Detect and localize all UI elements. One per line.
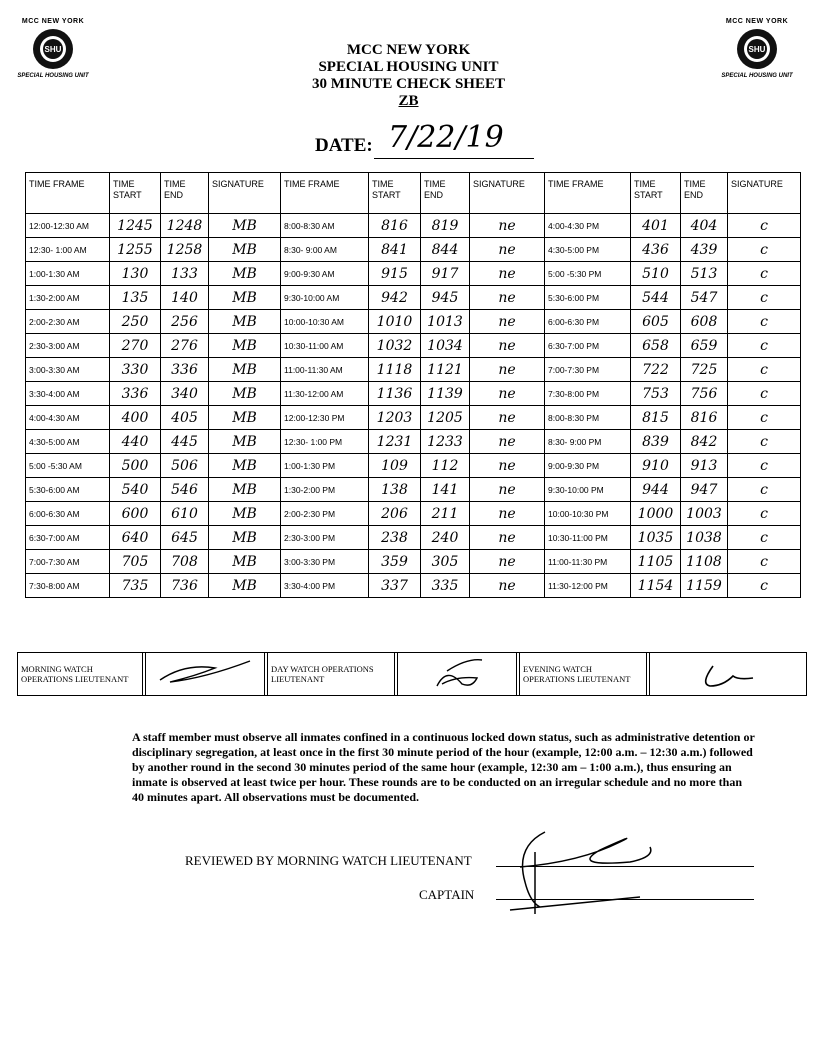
header-sheet-title: 30 MINUTE CHECK SHEET — [312, 76, 505, 92]
page-header — [0, 42, 817, 110]
time-end-cell[interactable]: 240 — [421, 526, 470, 550]
time-start-cell[interactable]: 400 — [110, 406, 161, 430]
time-start-cell[interactable]: 270 — [110, 334, 161, 358]
signature-cell[interactable]: c — [728, 526, 801, 550]
time-frame-cell: 7:00-7:30 AM — [26, 550, 110, 574]
time-frame-cell: 1:30-2:00 AM — [26, 286, 110, 310]
time-start-cell[interactable]: 138 — [369, 478, 421, 502]
signature-cell[interactable]: c — [728, 310, 801, 334]
time-end-cell[interactable]: 445 — [161, 430, 209, 454]
time-frame-cell: 1:30-2:00 PM — [281, 478, 369, 502]
table-row — [26, 550, 801, 574]
time-end-cell[interactable]: 708 — [161, 550, 209, 574]
time-frame-cell: 10:00-10:30 AM — [281, 310, 369, 334]
time-frame-cell: 1:00-1:30 AM — [26, 262, 110, 286]
time-end-cell[interactable]: 917 — [421, 262, 470, 286]
time-end-cell[interactable]: 1159 — [681, 574, 728, 598]
time-start-cell[interactable]: 942 — [369, 286, 421, 310]
time-start-cell[interactable]: 250 — [110, 310, 161, 334]
signature-cell[interactable]: c — [728, 382, 801, 406]
column-header: TIME START — [631, 173, 681, 214]
time-end-cell[interactable]: 439 — [681, 238, 728, 262]
time-end-cell[interactable]: 945 — [421, 286, 470, 310]
signature-cell[interactable]: ne — [470, 454, 545, 478]
time-end-cell[interactable]: 1003 — [681, 502, 728, 526]
time-start-cell[interactable]: 135 — [110, 286, 161, 310]
signature-cell[interactable]: ne — [470, 334, 545, 358]
header-facility: MCC NEW YORK — [346, 42, 471, 58]
logo-top-text: MCC NEW YORK — [21, 18, 85, 25]
time-start-cell[interactable]: 500 — [110, 454, 161, 478]
signature-cell[interactable]: MB — [209, 526, 281, 550]
time-start-cell[interactable]: 510 — [631, 262, 681, 286]
time-frame-cell: 8:00-8:30 AM — [281, 214, 369, 238]
signature-cell[interactable]: MB — [209, 430, 281, 454]
table-row — [26, 454, 801, 478]
watch-signature-table — [17, 652, 807, 696]
time-start-cell[interactable]: 753 — [631, 382, 681, 406]
time-frame-cell: 2:00-2:30 AM — [26, 310, 110, 334]
time-end-cell[interactable]: 1139 — [421, 382, 470, 406]
time-frame-cell: 6:30-7:00 AM — [26, 526, 110, 550]
signature-cell[interactable]: MB — [209, 550, 281, 574]
table-row — [26, 382, 801, 406]
column-header: TIME START — [110, 173, 161, 214]
time-end-cell[interactable]: 112 — [421, 454, 470, 478]
signature-cell[interactable]: c — [728, 262, 801, 286]
time-start-cell[interactable]: 839 — [631, 430, 681, 454]
lieutenant-signature-icon — [490, 822, 690, 917]
svg-text:SHU: SHU — [44, 45, 62, 54]
signature-cell[interactable]: ne — [470, 478, 545, 502]
time-end-cell[interactable]: 133 — [161, 262, 209, 286]
table-row — [26, 406, 801, 430]
column-header: TIME END — [681, 173, 728, 214]
time-frame-cell: 5:00 -5:30 PM — [545, 262, 631, 286]
signature-cell[interactable]: MB — [209, 478, 281, 502]
signature-cell[interactable]: ne — [470, 550, 545, 574]
time-start-cell[interactable]: 1231 — [369, 430, 421, 454]
time-start-cell[interactable]: 1032 — [369, 334, 421, 358]
time-end-cell[interactable]: 947 — [681, 478, 728, 502]
time-start-cell[interactable]: 1010 — [369, 310, 421, 334]
time-start-cell[interactable]: 330 — [110, 358, 161, 382]
time-frame-cell: 9:30-10:00 AM — [281, 286, 369, 310]
time-frame-cell: 8:00-8:30 PM — [545, 406, 631, 430]
time-frame-cell: 2:30-3:00 AM — [26, 334, 110, 358]
signature-cell[interactable]: MB — [209, 214, 281, 238]
time-frame-cell: 10:30-11:00 AM — [281, 334, 369, 358]
signature-cell[interactable]: MB — [209, 502, 281, 526]
time-frame-cell: 6:00-6:30 AM — [26, 502, 110, 526]
column-header: TIME FRAME — [545, 173, 631, 214]
morning-watch-label: MORNING WATCH OPERATIONS LIEUTENANT — [18, 653, 143, 696]
time-frame-cell: 5:30-6:00 AM — [26, 478, 110, 502]
time-end-cell[interactable]: 736 — [161, 574, 209, 598]
signature-cell[interactable]: ne — [470, 238, 545, 262]
time-start-cell[interactable]: 130 — [110, 262, 161, 286]
signature-cell[interactable]: c — [728, 238, 801, 262]
time-end-cell[interactable]: 816 — [681, 406, 728, 430]
time-start-cell[interactable]: 705 — [110, 550, 161, 574]
table-row — [26, 478, 801, 502]
time-frame-cell: 4:00-4:30 AM — [26, 406, 110, 430]
table-row — [26, 358, 801, 382]
time-frame-cell: 3:00-3:30 PM — [281, 550, 369, 574]
logo-bottom-text: SPECIAL HOUSING UNIT — [17, 73, 89, 79]
time-end-cell[interactable]: 404 — [681, 214, 728, 238]
table-row — [26, 262, 801, 286]
column-header: SIGNATURE — [209, 173, 281, 214]
time-start-cell[interactable]: 640 — [110, 526, 161, 550]
time-frame-cell: 11:00-11:30 PM — [545, 550, 631, 574]
time-frame-cell: 7:00-7:30 PM — [545, 358, 631, 382]
morning-watch-signature[interactable] — [146, 653, 265, 696]
signature-cell[interactable]: c — [728, 550, 801, 574]
column-header: SIGNATURE — [728, 173, 801, 214]
table-row — [26, 286, 801, 310]
time-end-cell[interactable]: 1013 — [421, 310, 470, 334]
signature-cell[interactable]: ne — [470, 526, 545, 550]
time-end-cell[interactable]: 756 — [681, 382, 728, 406]
signature-cell[interactable]: MB — [209, 334, 281, 358]
time-end-cell[interactable]: 513 — [681, 262, 728, 286]
table-row — [26, 214, 801, 238]
signature-cell[interactable]: c — [728, 214, 801, 238]
time-frame-cell: 3:30-4:00 PM — [281, 574, 369, 598]
signature-cell[interactable]: ne — [470, 382, 545, 406]
time-end-cell[interactable]: 725 — [681, 358, 728, 382]
time-frame-cell: 12:00-12:30 PM — [281, 406, 369, 430]
svg-text:SHU: SHU — [748, 45, 766, 54]
evening-watch-label: EVENING WATCH OPERATIONS LIEUTENANT — [520, 653, 647, 696]
time-end-cell[interactable]: 305 — [421, 550, 470, 574]
time-end-cell[interactable]: 645 — [161, 526, 209, 550]
signature-cell[interactable]: c — [728, 574, 801, 598]
time-frame-cell: 12:00-12:30 AM — [26, 214, 110, 238]
reviewed-by-label: REVIEWED BY MORNING WATCH LIEUTENANT — [185, 853, 472, 868]
date-value[interactable]: 7/22/19 — [388, 120, 504, 155]
signature-cell[interactable]: MB — [209, 262, 281, 286]
time-frame-cell: 4:30-5:00 PM — [545, 238, 631, 262]
time-end-cell[interactable]: 1034 — [421, 334, 470, 358]
time-start-cell[interactable]: 1136 — [369, 382, 421, 406]
signature-scribble-icon — [407, 656, 507, 690]
header-unit-name: SPECIAL HOUSING UNIT — [318, 59, 499, 75]
signature-cell[interactable]: MB — [209, 238, 281, 262]
time-start-cell[interactable]: 540 — [110, 478, 161, 502]
time-start-cell[interactable]: 735 — [110, 574, 161, 598]
time-frame-cell: 10:00-10:30 PM — [545, 502, 631, 526]
time-end-cell[interactable]: 405 — [161, 406, 209, 430]
time-end-cell[interactable]: 1233 — [421, 430, 470, 454]
signature-cell[interactable]: MB — [209, 310, 281, 334]
time-frame-cell: 8:30- 9:00 AM — [281, 238, 369, 262]
time-frame-cell: 4:30-5:00 AM — [26, 430, 110, 454]
time-frame-cell: 3:30-4:00 AM — [26, 382, 110, 406]
time-start-cell[interactable]: 816 — [369, 214, 421, 238]
time-end-cell[interactable]: 506 — [161, 454, 209, 478]
time-frame-cell: 6:30-7:00 PM — [545, 334, 631, 358]
time-frame-cell: 2:30-3:00 PM — [281, 526, 369, 550]
time-start-cell[interactable]: 722 — [631, 358, 681, 382]
time-start-cell[interactable]: 206 — [369, 502, 421, 526]
table-header-row — [26, 173, 801, 214]
column-header: TIME END — [161, 173, 209, 214]
time-end-cell[interactable]: 1258 — [161, 238, 209, 262]
time-start-cell[interactable]: 600 — [110, 502, 161, 526]
column-header: TIME START — [369, 173, 421, 214]
signature-scribble-icon — [155, 658, 255, 688]
time-start-cell[interactable]: 1105 — [631, 550, 681, 574]
time-frame-cell: 11:00-11:30 AM — [281, 358, 369, 382]
time-start-cell[interactable]: 1035 — [631, 526, 681, 550]
time-end-cell[interactable]: 336 — [161, 358, 209, 382]
date-label: DATE: — [315, 135, 373, 156]
time-end-cell[interactable]: 335 — [421, 574, 470, 598]
table-row — [26, 430, 801, 454]
time-start-cell[interactable]: 544 — [631, 286, 681, 310]
time-start-cell[interactable]: 815 — [631, 406, 681, 430]
time-end-cell[interactable]: 610 — [161, 502, 209, 526]
signature-cell[interactable]: MB — [209, 454, 281, 478]
time-frame-cell: 8:30- 9:00 PM — [545, 430, 631, 454]
time-start-cell[interactable]: 337 — [369, 574, 421, 598]
logo-bottom-text: SPECIAL HOUSING UNIT — [721, 73, 793, 79]
time-end-cell[interactable]: 140 — [161, 286, 209, 310]
time-start-cell[interactable]: 336 — [110, 382, 161, 406]
policy-notice: A staff member must observe all inmates confined in a continuous locked down status, such as administrative detention or disciplinary segregation, at least once in the first 30 minute period of the hour (example, 12:00 a.m. – 12:30 a.m.) followed by another round in the second 30 minutes period of the same hour (example, 12:30 am – 1:00 a.m.), thus ensuring an inmate is observed at least twice per hour. These rounds are to be conducted on an irregular schedule and no more than 40 minutes apart. All observations must be documented. — [132, 730, 755, 804]
time-end-cell[interactable]: 608 — [681, 310, 728, 334]
signature-cell[interactable]: ne — [470, 430, 545, 454]
time-start-cell[interactable]: 841 — [369, 238, 421, 262]
evening-watch-signature[interactable] — [650, 653, 807, 696]
day-watch-label: DAY WATCH OPERATIONS LIEUTENANT — [268, 653, 395, 696]
time-start-cell[interactable]: 1118 — [369, 358, 421, 382]
table-row — [26, 526, 801, 550]
time-end-cell[interactable]: 276 — [161, 334, 209, 358]
signature-cell[interactable]: MB — [209, 406, 281, 430]
time-frame-cell: 12:30- 1:00 PM — [281, 430, 369, 454]
time-frame-cell: 5:00 -5:30 AM — [26, 454, 110, 478]
signature-cell[interactable]: c — [728, 478, 801, 502]
time-frame-cell: 11:30-12:00 PM — [545, 574, 631, 598]
signature-cell[interactable]: c — [728, 358, 801, 382]
time-start-cell[interactable]: 440 — [110, 430, 161, 454]
time-start-cell[interactable]: 436 — [631, 238, 681, 262]
time-end-cell[interactable]: 1108 — [681, 550, 728, 574]
column-header: TIME END — [421, 173, 470, 214]
signature-cell[interactable]: ne — [470, 286, 545, 310]
signature-cell[interactable]: MB — [209, 574, 281, 598]
time-frame-cell: 4:00-4:30 PM — [545, 214, 631, 238]
signature-cell[interactable]: c — [728, 286, 801, 310]
time-start-cell[interactable]: 910 — [631, 454, 681, 478]
signature-cell[interactable]: c — [728, 334, 801, 358]
time-end-cell[interactable]: 844 — [421, 238, 470, 262]
signature-cell[interactable]: ne — [470, 574, 545, 598]
time-end-cell[interactable]: 256 — [161, 310, 209, 334]
time-end-cell[interactable]: 340 — [161, 382, 209, 406]
time-frame-cell: 9:00-9:30 PM — [545, 454, 631, 478]
time-end-cell[interactable]: 547 — [681, 286, 728, 310]
column-header: TIME FRAME — [26, 173, 110, 214]
header-unit-code: ZB — [398, 93, 419, 109]
time-end-cell[interactable]: 211 — [421, 502, 470, 526]
time-frame-cell: 2:00-2:30 PM — [281, 502, 369, 526]
table-row — [26, 574, 801, 598]
time-start-cell[interactable]: 1154 — [631, 574, 681, 598]
time-frame-cell: 5:30-6:00 PM — [545, 286, 631, 310]
time-start-cell[interactable]: 658 — [631, 334, 681, 358]
time-start-cell[interactable]: 944 — [631, 478, 681, 502]
signature-cell[interactable]: ne — [470, 214, 545, 238]
time-end-cell[interactable]: 819 — [421, 214, 470, 238]
logo-top-text: MCC NEW YORK — [725, 18, 789, 25]
table-row — [26, 238, 801, 262]
time-start-cell[interactable]: 109 — [369, 454, 421, 478]
time-frame-cell: 9:30-10:00 PM — [545, 478, 631, 502]
time-end-cell[interactable]: 659 — [681, 334, 728, 358]
time-start-cell[interactable]: 605 — [631, 310, 681, 334]
signature-cell[interactable]: ne — [470, 262, 545, 286]
time-frame-cell: 12:30- 1:00 AM — [26, 238, 110, 262]
time-end-cell[interactable]: 1205 — [421, 406, 470, 430]
time-end-cell[interactable]: 1248 — [161, 214, 209, 238]
signature-cell[interactable]: ne — [470, 502, 545, 526]
signature-cell[interactable]: MB — [209, 358, 281, 382]
signature-cell[interactable]: c — [728, 502, 801, 526]
time-frame-cell: 1:00-1:30 PM — [281, 454, 369, 478]
time-end-cell[interactable]: 1038 — [681, 526, 728, 550]
time-start-cell[interactable]: 1255 — [110, 238, 161, 262]
time-start-cell[interactable]: 1245 — [110, 214, 161, 238]
time-start-cell[interactable]: 915 — [369, 262, 421, 286]
time-end-cell[interactable]: 842 — [681, 430, 728, 454]
time-frame-cell: 6:00-6:30 PM — [545, 310, 631, 334]
time-start-cell[interactable]: 1000 — [631, 502, 681, 526]
time-end-cell[interactable]: 141 — [421, 478, 470, 502]
check-log-table — [25, 172, 801, 598]
signature-scribble-icon — [678, 656, 778, 690]
time-frame-cell: 7:30-8:00 AM — [26, 574, 110, 598]
time-start-cell[interactable]: 1203 — [369, 406, 421, 430]
signature-cell[interactable]: c — [728, 430, 801, 454]
time-frame-cell: 9:00-9:30 AM — [281, 262, 369, 286]
table-row — [26, 334, 801, 358]
time-start-cell[interactable]: 238 — [369, 526, 421, 550]
time-end-cell[interactable]: 546 — [161, 478, 209, 502]
time-end-cell[interactable]: 1121 — [421, 358, 470, 382]
signature-cell[interactable]: c — [728, 454, 801, 478]
signature-cell[interactable]: c — [728, 406, 801, 430]
signature-cell[interactable]: ne — [470, 358, 545, 382]
time-frame-cell: 10:30-11:00 PM — [545, 526, 631, 550]
column-header: SIGNATURE — [470, 173, 545, 214]
time-end-cell[interactable]: 913 — [681, 454, 728, 478]
time-start-cell[interactable]: 359 — [369, 550, 421, 574]
time-frame-cell: 11:30-12:00 AM — [281, 382, 369, 406]
time-frame-cell: 7:30-8:00 PM — [545, 382, 631, 406]
signature-cell[interactable]: ne — [470, 310, 545, 334]
time-frame-cell: 3:00-3:30 AM — [26, 358, 110, 382]
signature-cell[interactable]: ne — [470, 406, 545, 430]
captain-label: CAPTAIN — [419, 887, 475, 902]
signature-cell[interactable]: MB — [209, 382, 281, 406]
table-row — [26, 502, 801, 526]
day-watch-signature[interactable] — [398, 653, 517, 696]
date-underline — [374, 158, 534, 159]
signature-cell[interactable]: MB — [209, 286, 281, 310]
column-header: TIME FRAME — [281, 173, 369, 214]
time-start-cell[interactable]: 401 — [631, 214, 681, 238]
table-row — [26, 310, 801, 334]
